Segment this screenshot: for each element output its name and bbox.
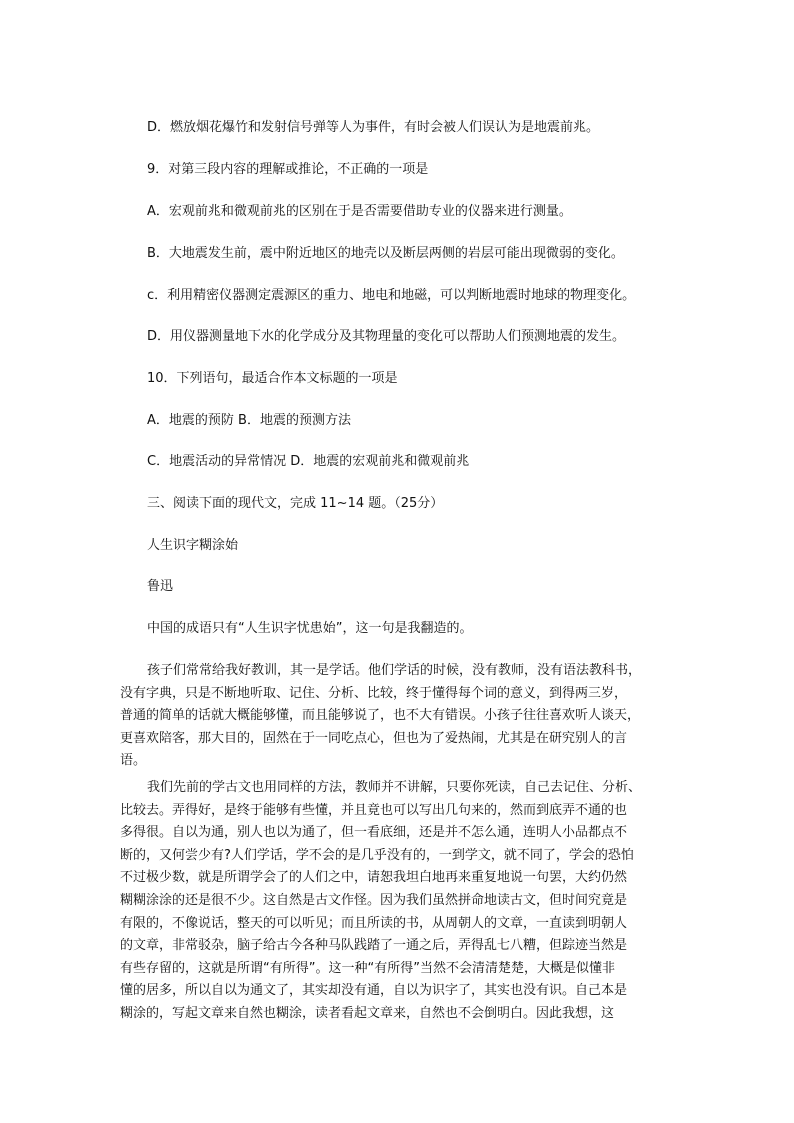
paragraph-line: 糊糊涂涂的还是很不少。这自然是古文作怪。因为我们虽然拼命地读古文，但时间究竟是 xyxy=(120,892,628,908)
paragraph-line: 更喜欢陪客，那大目的，固然在于一同吃点心，但也为了爱热闹，尤其是在研究别人的言 xyxy=(120,730,628,746)
q9-stem: 9．对第三段内容的理解或推论，不正确的一项是 xyxy=(147,162,429,177)
paragraph-line: 有些存留的，这就是所谓“有所得”。这一种“有所得”当然不会清清楚楚，大概是似懂非 xyxy=(120,960,615,976)
paragraph-line: 不过极少数，就是所谓学会了的人们之中，请恕我坦白地再来重复地说一句罢，大约仍然 xyxy=(120,870,628,886)
paragraph-line: 懂的居多，所以自以为通文了，其实却没有通，自以为识字了，其实也没有识。自己本是 xyxy=(120,983,628,999)
passage-paragraph-1 xyxy=(120,660,680,773)
q10-options-cd: C．地震活动的异常情况 D．地震的宏观前兆和微观前兆 xyxy=(147,454,470,469)
paragraph-line: 多得很。自以为通，别人也以为通了，但一看底细，还是并不怎么通，连明人小品都点不 xyxy=(120,825,628,841)
passage-intro: 中国的成语只有“人生识字忧患始”，这一句是我翻造的。 xyxy=(147,621,473,636)
section3-heading: 三、阅读下面的现代文，完成 11~14 题。（25分） xyxy=(147,496,444,511)
paragraph-line: 断的，又何尝少有?人们学话，学不会的是几乎没有的，一到学文，就不同了，学会的恐怕 xyxy=(120,847,634,863)
q10-options-ab: A．地震的预防 B．地震的预测方法 xyxy=(147,413,351,428)
q9-option-a: A．宏观前兆和微观前兆的区别在于是否需要借助专业的仪器来进行测量。 xyxy=(147,204,572,219)
q9-option-d: D．用仪器测量地下水的化学成分及其物理量的变化可以帮助人们预测地震的发生。 xyxy=(147,329,626,344)
paragraph-line: 我们先前的学古文也用同样的方法，教师并不讲解，只要你死读，自己去记住、分析、 xyxy=(147,780,642,795)
passage-paragraph-2 xyxy=(120,777,680,1026)
paragraph-line: 没有字典，只是不断地听取、记住、分析、比较，终于懂得每个词的意义，到得两三岁， xyxy=(120,685,628,701)
q10-stem: 10．下列语句，最适合作本文标题的一项是 xyxy=(147,371,398,386)
paragraph-line: 比较去。弄得好，是终于能够有些懂，并且竟也可以写出几句来的，然而到底弄不通的也 xyxy=(120,802,628,818)
q8-option-d: D．燃放烟花爆竹和发射信号弹等人为事件，有时会被人们误认为是地震前兆。 xyxy=(147,120,600,135)
q9-option-c: c．利用精密仪器测定震源区的重力、地电和地磁，可以判断地震时地球的物理变化。 xyxy=(147,288,636,303)
passage-title: 人生识字糊涂始 xyxy=(147,538,239,553)
paragraph-line: 糊涂的，写起文章来自然也糊涂，读者看起文章来，自然也不会倒明白。因此我想，这 xyxy=(120,1005,615,1021)
q9-option-b: B．大地震发生前，震中附近地区的地壳以及断层两侧的岩层可能出现微弱的变化。 xyxy=(147,246,624,261)
paragraph-line: 有限的，不像说话，整天的可以听见；而且所读的书，从周朝人的文章，一直读到明朝人 xyxy=(120,915,628,931)
paragraph-line: 的文章，非常驳杂，脑子给古今各种马队践踏了一通之后，弄得乱七八糟，但踪迹当然是 xyxy=(120,938,628,954)
paragraph-line: 语。 xyxy=(120,753,147,769)
paragraph-line: 普通的简单的话就大概能够懂，而且能够说了，也不大有错误。小孩子往往喜欢听人谈天， xyxy=(120,708,641,724)
paragraph-line: 孩子们常常给我好教训，其一是学话。他们学话的时候，没有教师，没有语法教科书， xyxy=(147,663,642,678)
passage-author: 鲁迅 xyxy=(147,579,174,594)
